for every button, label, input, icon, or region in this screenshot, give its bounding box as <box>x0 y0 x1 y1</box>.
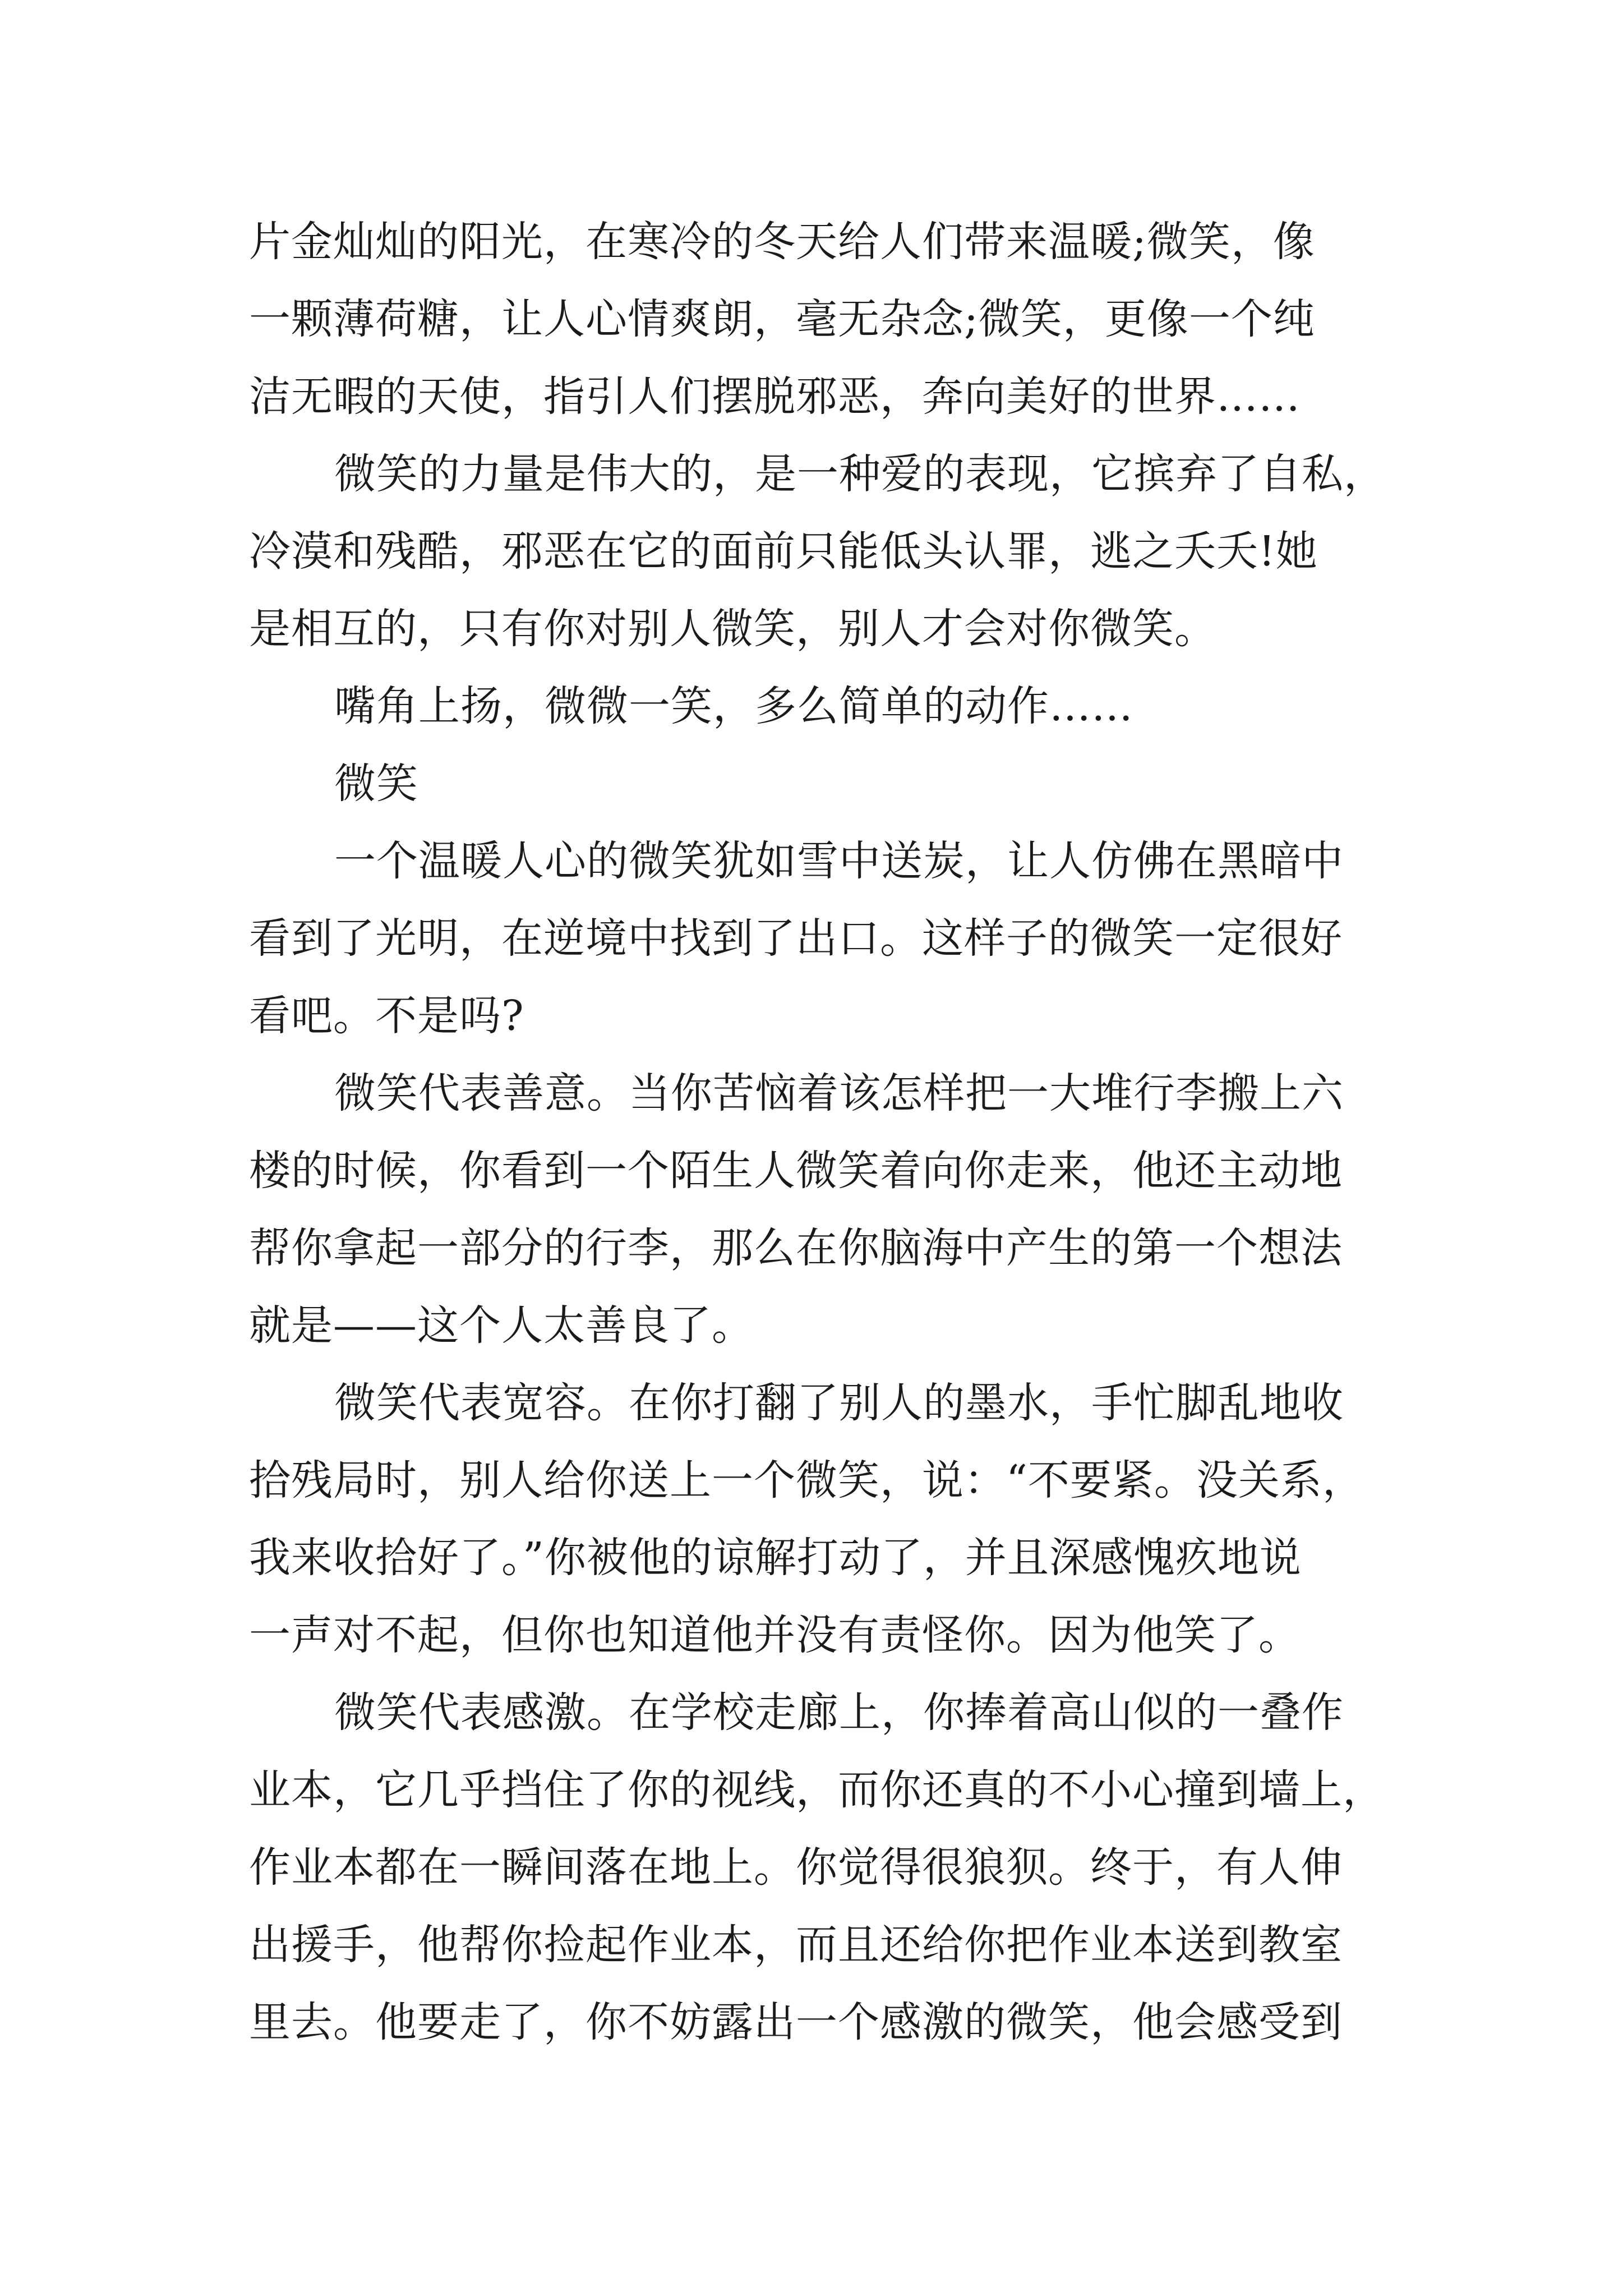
text-line: 看到了光明，在逆境中找到了出口。这样子的微笑一定很好 <box>249 914 1343 963</box>
text-line: 拾残局时，别人给你送上一个微笑，说：“不要紧。没关系， <box>249 1456 1364 1504</box>
text-line: 微笑代表宽容。在你打翻了别人的墨水，手忙脚乱地收 <box>334 1379 1344 1427</box>
text-line: 一个温暖人心的微笑犹如雪中送炭，让人仿佛在黑暗中 <box>334 837 1344 885</box>
text-line: 业本，它几乎挡住了你的视线，而你还真的不小心撞到墙上， <box>249 1766 1385 1814</box>
text-line: 看吧。不是吗? <box>249 992 524 1040</box>
text-line: 楼的时候，你看到一个陌生人微笑着向你走来，他还主动地 <box>249 1147 1343 1195</box>
text-line: 里去。他要走了，你不妨露出一个感激的微笑，他会感受到 <box>249 1998 1343 2046</box>
section-heading: 微笑 <box>334 760 418 808</box>
text-line: 微笑代表感激。在学校走廊上，你捧着高山似的一叠作 <box>334 1688 1344 1737</box>
text-line: 帮你拿起一部分的行李，那么在你脑海中产生的第一个想法 <box>249 1224 1343 1272</box>
text-line: 一颗薄荷糖，让人心情爽朗，毫无杂念;微笑，更像一个纯 <box>249 295 1315 343</box>
body-text <box>249 203 1393 2061</box>
text-line: 我来收拾好了。”你被他的谅解打动了，并且深感愧疚地说 <box>249 1534 1302 1582</box>
text-line: 微笑代表善意。当你苦恼着该怎样把一大堆行李搬上六 <box>334 1069 1344 1117</box>
text-line: 嘴角上扬，微微一笑，多么简单的动作…… <box>334 682 1133 730</box>
text-line: 是相互的，只有你对别人微笑，别人才会对你微笑。 <box>249 605 1216 653</box>
text-line: 洁无暇的天使，指引人们摆脱邪恶，奔向美好的世界…… <box>249 372 1301 421</box>
text-line: 片金灿灿的阳光，在寒冷的冬天给人们带来温暖;微笑，像 <box>249 218 1315 266</box>
text-line: 一声对不起，但你也知道他并没有责怪你。因为他笑了。 <box>249 1611 1301 1659</box>
text-line: 出援手，他帮你捡起作业本，而且还给你把作业本送到教室 <box>249 1921 1343 1969</box>
text-line: 微笑的力量是伟大的，是一种爱的表现，它摈弃了自私， <box>334 450 1386 498</box>
text-line: 作业本都在一瞬间落在地上。你觉得很狼狈。终于，有人伸 <box>249 1843 1343 1892</box>
text-line: 冷漠和残酷，邪恶在它的面前只能低头认罪，逃之夭夭!她 <box>249 527 1318 576</box>
text-line: 就是——这个人太善良了。 <box>249 1301 754 1350</box>
